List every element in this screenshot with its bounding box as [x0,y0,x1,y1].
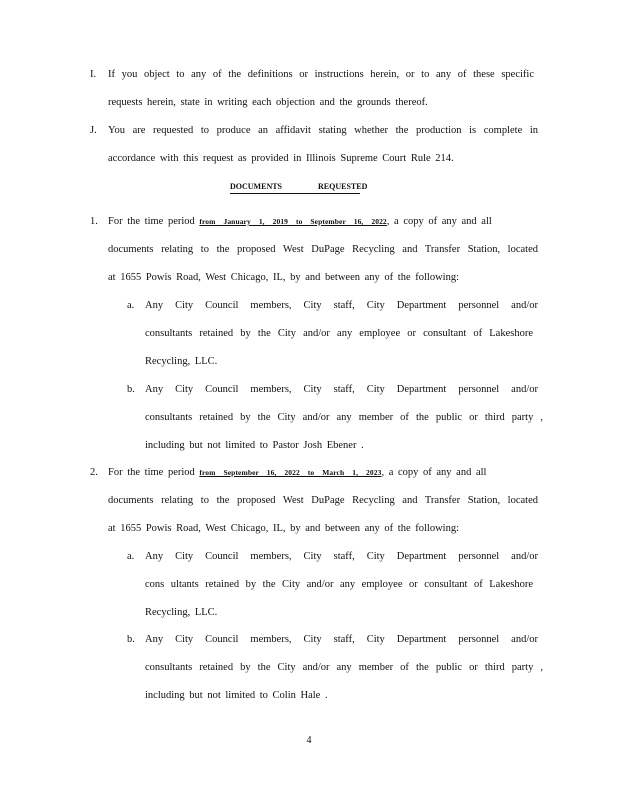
request-1-suffix: , a copy of any and all [386,216,492,227]
request-1a-line-2: consultants retained by the City and/or any employee or consultant of Lakeshore [145,328,533,339]
request-2-line-3: at 1655 Powis Road, West Chicago, IL, by and between any of the following: [108,523,459,534]
page-number: 4 [306,735,312,746]
request-1b-line-3: including but not limited to Pastor Josh Ebener . [145,440,364,451]
documents-requested-heading [230,181,368,194]
request-1a-line-1: Any City Council members, City staff, City Department personnel and/or [145,300,538,311]
request-1a-line-3: Recycling, LLC. [145,356,218,367]
request-1b-line-2: consultants retained by the City and/or any member of the public or third party , [145,412,543,423]
request-1-line-3: at 1655 Powis Road, West Chicago, IL, by and between any of the following: [108,272,459,283]
instruction-i-line-2: requests herein, state in writing each objection and the grounds thereof. [108,97,428,108]
request-1-prefix: For the time period [108,216,195,227]
request-2-period: from September 16, 2022 to March 1, 2023 [199,468,382,477]
request-2a-line-3: Recycling, LLC. [145,607,218,618]
heading-word-documents: DOCUMENTS [230,182,283,191]
request-2b-marker: b. [127,634,135,645]
request-2b-line-1: Any City Council members, City staff, City Department personnel and/or [145,634,538,645]
instruction-i-line-1: If you object to any of the definitions or instructions herein, or to any of these specific [108,69,534,80]
request-2-line-2: documents relating to the proposed West DuPage Recycling and Transfer Station, located [108,495,538,506]
request-2a-line-2: cons ultants retained by the City and/or any employee or consultant of Lakeshore [145,579,533,590]
request-1b-marker: b. [127,384,135,395]
request-2-prefix: For the time period [108,467,195,478]
request-2a-marker: a. [127,551,135,562]
request-1-period: from January 1, 2019 to September 16, 2022 [199,217,387,226]
request-2b-line-3: including but not limited to Colin Hale . [145,690,328,701]
request-1b-line-1: Any City Council members, City staff, City Department personnel and/or [145,384,538,395]
instruction-j-line-1: You are requested to produce an affidavit stating whether the production is complete in [108,125,538,136]
request-1-line-1 [108,215,540,229]
request-1a-marker: a. [127,300,135,311]
instruction-j-line-2: accordance with this request as provided in Illinois Supreme Court Rule 214. [108,153,454,164]
request-2-line-1 [108,466,540,480]
request-2-suffix: , a copy of any and all [381,467,487,478]
request-1-line-2: documents relating to the proposed West DuPage Recycling and Transfer Station, located [108,244,538,255]
request-1-marker: 1. [90,216,98,227]
request-2a-line-1: Any City Council members, City staff, City Department personnel and/or [145,551,538,562]
instruction-j-marker: J. [90,125,97,136]
instruction-i-marker: I. [90,69,97,80]
request-2-marker: 2. [90,467,98,478]
heading-word-requested: REQUESTED [318,182,368,191]
request-2b-line-2: consultants retained by the City and/or any member of the public or third party , [145,662,543,673]
